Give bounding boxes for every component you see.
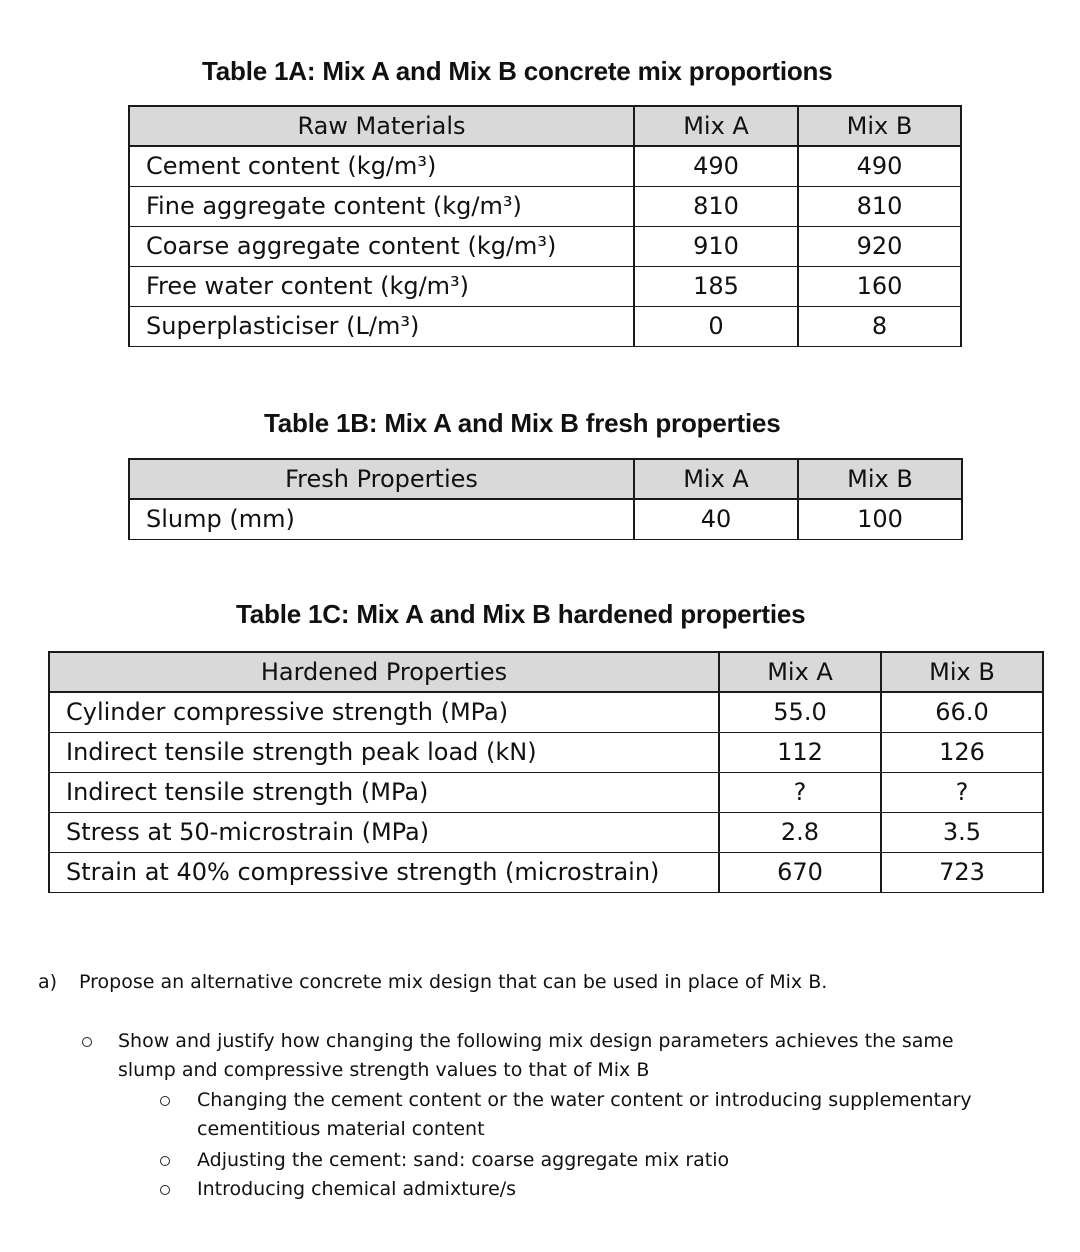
mix-a-value: 0	[634, 306, 798, 346]
mix-a-value: 810	[634, 186, 798, 226]
mix-a-value: 670	[719, 852, 881, 892]
mix-b-value: 810	[798, 186, 961, 226]
bullet-line-1: Show and justify how changing the following mix design parameters achieves the same	[118, 1030, 954, 1052]
table-1c	[48, 651, 1044, 893]
table-1b-header-row	[129, 459, 962, 499]
sub-bullet-3: Introducing chemical admixture/s	[197, 1178, 517, 1200]
mix-b-value: 160	[798, 266, 961, 306]
mix-a-value: 2.8	[719, 812, 881, 852]
mix-b-value: ?	[881, 772, 1043, 812]
bullet-circle-icon	[82, 1037, 92, 1047]
row-label: Cement content (kg/m³)	[129, 146, 634, 186]
mix-b-value: 490	[798, 146, 961, 186]
table-1a-header-mix-b: Mix B	[798, 106, 961, 146]
mix-b-value: 920	[798, 226, 961, 266]
mix-b-value: 3.5	[881, 812, 1043, 852]
row-label: Strain at 40% compressive strength (microstrain)	[49, 852, 719, 892]
mix-a-value: ?	[719, 772, 881, 812]
row-label: Free water content (kg/m³)	[129, 266, 634, 306]
row-label: Stress at 50-microstrain (MPa)	[49, 812, 719, 852]
table-row	[129, 186, 961, 226]
table-row	[49, 692, 1043, 732]
row-label: Indirect tensile strength (MPa)	[49, 772, 719, 812]
table-1c-caption: Table 1C: Mix A and Mix B hardened properties	[236, 599, 806, 629]
table-1c-header-mix-a: Mix A	[719, 652, 881, 692]
mix-a-value: 55.0	[719, 692, 881, 732]
mix-b-value: 100	[798, 499, 962, 539]
table-1b-caption: Table 1B: Mix A and Mix B fresh properties	[264, 408, 781, 438]
mix-a-value: 112	[719, 732, 881, 772]
mix-b-value: 66.0	[881, 692, 1043, 732]
row-label: Indirect tensile strength peak load (kN)	[49, 732, 719, 772]
table-row	[49, 812, 1043, 852]
mix-b-value: 126	[881, 732, 1043, 772]
sub-bullet-circle-icon	[160, 1096, 170, 1106]
table-1b-header-fresh: Fresh Properties	[129, 459, 634, 499]
mix-b-value: 8	[798, 306, 961, 346]
table-row	[129, 226, 961, 266]
table-1c-header-row	[49, 652, 1043, 692]
sub-bullet-circle-icon	[160, 1156, 170, 1166]
table-row	[49, 772, 1043, 812]
table-row	[129, 499, 962, 539]
table-1c-header-mix-b: Mix B	[881, 652, 1043, 692]
question-marker: a)	[38, 971, 58, 993]
question-text: Propose an alternative concrete mix design that can be used in place of Mix B.	[79, 971, 828, 993]
sub-bullet-circle-icon	[160, 1185, 170, 1195]
table-1a	[128, 105, 962, 347]
table-1a-header-mix-a: Mix A	[634, 106, 798, 146]
table-row	[129, 306, 961, 346]
table-1b	[128, 458, 963, 540]
mix-a-value: 910	[634, 226, 798, 266]
mix-a-value: 185	[634, 266, 798, 306]
row-label: Slump (mm)	[129, 499, 634, 539]
row-label: Fine aggregate content (kg/m³)	[129, 186, 634, 226]
mix-a-value: 490	[634, 146, 798, 186]
table-1b-header-mix-b: Mix B	[798, 459, 962, 499]
row-label: Coarse aggregate content (kg/m³)	[129, 226, 634, 266]
sub-bullet-2: Adjusting the cement: sand: coarse aggregate mix ratio	[197, 1149, 730, 1171]
row-label: Cylinder compressive strength (MPa)	[49, 692, 719, 732]
table-row	[129, 146, 961, 186]
table-1c-header-hardened: Hardened Properties	[49, 652, 719, 692]
table-1a-header-materials: Raw Materials	[129, 106, 634, 146]
mix-b-value: 723	[881, 852, 1043, 892]
sub-bullet-1-line-2: cementitious material content	[197, 1118, 485, 1140]
table-row	[129, 266, 961, 306]
table-row	[49, 732, 1043, 772]
table-1b-header-mix-a: Mix A	[634, 459, 798, 499]
bullet-line-2: slump and compressive strength values to that of Mix B	[118, 1059, 650, 1081]
sub-bullet-1-line-1: Changing the cement content or the water content or introducing supplementary	[197, 1089, 972, 1111]
row-label: Superplasticiser (L/m³)	[129, 306, 634, 346]
table-1a-header-row	[129, 106, 961, 146]
mix-a-value: 40	[634, 499, 798, 539]
table-1a-caption: Table 1A: Mix A and Mix B concrete mix proportions	[202, 56, 833, 86]
table-row	[49, 852, 1043, 892]
